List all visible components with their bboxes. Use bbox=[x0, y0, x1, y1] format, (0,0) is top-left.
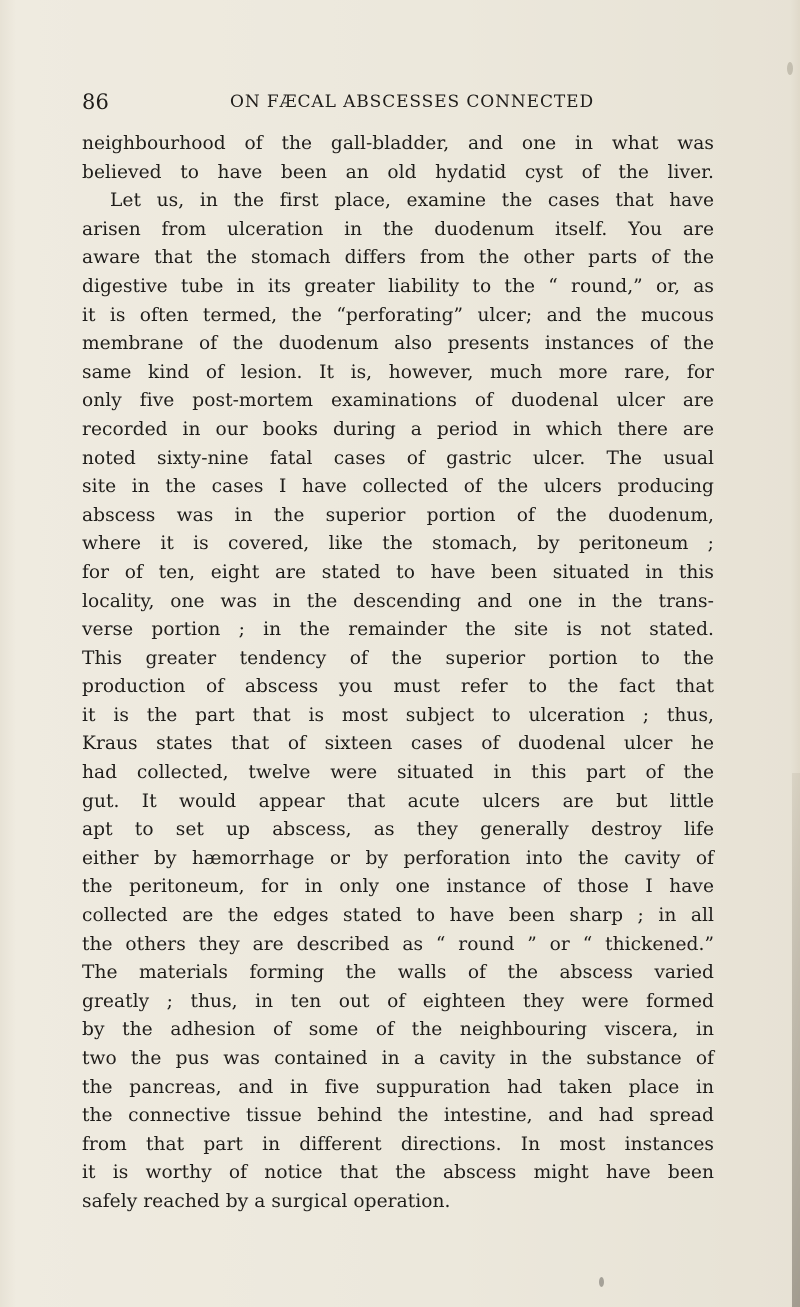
text-line: for of ten, eight are stated to have been situated in this bbox=[82, 561, 714, 583]
text-line: it is the part that is most subject to ulceration ; thus, bbox=[82, 704, 714, 726]
text-line: locality, one was in the descending and one in the trans- bbox=[82, 590, 714, 612]
text-line: believed to have been an old hydatid cyst of the liver. bbox=[82, 161, 714, 183]
text-line: the connective tissue behind the intestine, and had spread bbox=[82, 1105, 714, 1127]
text-line: the peritoneum, for in only one instance of those I have bbox=[82, 876, 714, 898]
text-line: apt to set up abscess, as they generally destroy life bbox=[82, 819, 714, 841]
text-line: only five post-mortem examinations of duodenal ulcer are bbox=[82, 390, 714, 412]
text-line: neighbourhood of the gall-bladder, and one in what was bbox=[82, 133, 714, 154]
text-line: two the pus was contained in a cavity in the substance of bbox=[82, 1048, 714, 1069]
page-header bbox=[82, 88, 722, 116]
text-line: the pancreas, and in five suppuration had taken place in bbox=[82, 1076, 714, 1098]
text-line: either by hæmorrhage or by perforation into the cavity of bbox=[82, 847, 714, 869]
text-line: This greater tendency of the superior portion to the bbox=[82, 647, 714, 669]
text-line: greatly ; thus, in ten out of eighteen they were formed bbox=[82, 990, 714, 1012]
text-line: had collected, twelve were situated in this part of the bbox=[82, 762, 714, 784]
text-line: where it is covered, like the stomach, by peritoneum ; bbox=[82, 533, 714, 555]
text-line: site in the cases I have collected of the ulcers producing bbox=[82, 476, 714, 498]
running-title: ON FÆCAL ABSCESSES CONNECTED bbox=[230, 92, 594, 112]
text-line: Let us, in the first place, examine the cases that have bbox=[110, 190, 714, 212]
body-text bbox=[82, 130, 714, 1217]
text-line: verse portion ; in the remainder the site is not stated. bbox=[82, 619, 714, 641]
text-line: noted sixty-nine fatal cases of gastric ulcer. The usual bbox=[82, 447, 714, 469]
left-page-shadow bbox=[0, 0, 16, 1307]
page-edge-mark bbox=[792, 773, 800, 1307]
text-line: it is often termed, the “perforating” ulcer; and the mucous bbox=[82, 304, 714, 326]
text-line: the others they are described as “ round ” or “ thickened.” bbox=[82, 933, 714, 955]
text-line: from that part in different directions. In most instances bbox=[82, 1133, 714, 1155]
text-line: abscess was in the superior portion of the duodenum, bbox=[82, 504, 714, 526]
text-line: recorded in our books during a period in which there are bbox=[82, 418, 714, 440]
text-line: same kind of lesion. It is, however, much more rare, for bbox=[82, 361, 714, 383]
text-line: arisen from ulceration in the duodenum itself. You are bbox=[82, 218, 714, 240]
text-line: gut. It would appear that acute ulcers are but little bbox=[82, 790, 714, 812]
text-line: membrane of the duodenum also presents instances of the bbox=[82, 333, 714, 355]
bottom-paper-speck bbox=[599, 1277, 604, 1287]
text-line: The materials forming the walls of the abscess varied bbox=[82, 962, 714, 984]
text-line: aware that the stomach differs from the other parts of the bbox=[82, 247, 714, 269]
text-line: digestive tube in its greater liability to the “ round,” or, as bbox=[82, 275, 714, 297]
text-line: safely reached by a surgical operation. bbox=[82, 1190, 451, 1212]
paper-speck bbox=[787, 62, 793, 75]
text-line: production of abscess you must refer to the fact that bbox=[82, 676, 714, 698]
page-number: 86 bbox=[82, 90, 110, 114]
text-line: by the adhesion of some of the neighbouring viscera, in bbox=[82, 1019, 714, 1041]
text-line: it is worthy of notice that the abscess might have been bbox=[82, 1162, 714, 1184]
text-line: collected are the edges stated to have been sharp ; in all bbox=[82, 905, 714, 927]
text-line: Kraus states that of sixteen cases of duodenal ulcer he bbox=[82, 733, 714, 755]
